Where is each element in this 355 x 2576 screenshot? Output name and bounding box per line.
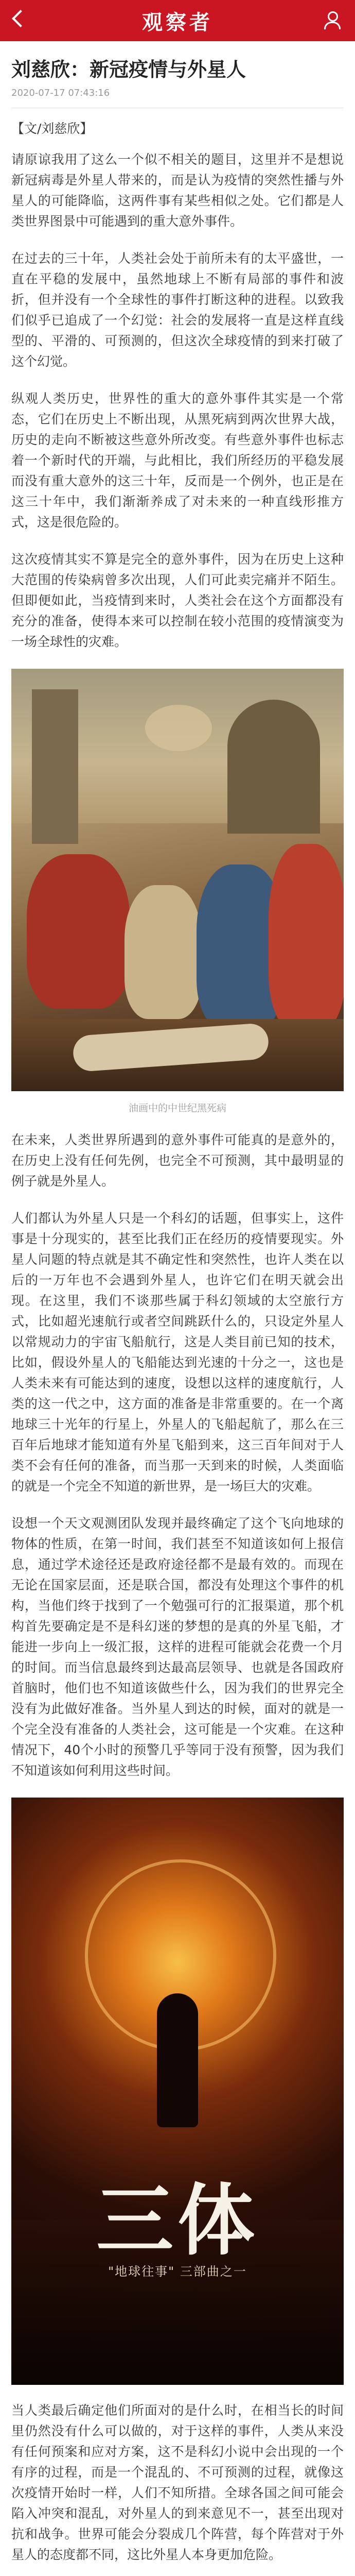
paragraph: 在过去的三十年，人类社会处于前所未有的太平盛世，一直在平稳的发展中，虽然地球上不断有局部的事件和波折，但并没有一个全球性的事件打断这种的进程。以致我们似乎已追成了一个幻觉：社会的发展将一直是这样直线型的、平滑的、可预测的，但这次全球疫情的到来打破了这个幻觉。: [11, 251, 344, 369]
top-bar: [0, 0, 355, 41]
figure-three-body-poster: [11, 1798, 344, 2385]
paragraph: 这次疫情其实不算是完全的意外事件，因为在历史上这种大范围的传染病曾多次出现，人们可此卖完痛并不陌生。但即便如此，当疫情到来时，人类社会在这个方面都没有充分的准备，使得本来可以控制在较小范围的疫情演变为一场全球性的灾难。: [11, 552, 344, 649]
poster-logo: 三体: [96, 2175, 259, 2266]
poster-tagline: "地球往事" 三部曲之一: [108, 2264, 247, 2279]
paragraph: 在未来，人类世界所遇到的意外事件可能真的是意外的，在历史上没有任何先例，也完全不可预测，其中最明显的例子就是外星人。: [11, 1132, 344, 1189]
black-death-painting-image[interactable]: [11, 669, 344, 1091]
article: [0, 57, 355, 2576]
figure-black-death: [11, 669, 344, 1114]
back-arrow-icon[interactable]: [12, 10, 29, 27]
paragraph: 人们都认为外星人只是一个科幻的话题，但事实上，这件事是十分现实的，甚至比我们正在经历的疫情要现实。外星人问题的特点就是其不确定性和突然性，也许人类在以后的一万年也不会遇到外星人，也许它们在明天就会出现。在这里，我们不谈那些属于科幻领域的太空旅行方式，比如超光速航行或者空间跳跃什么的，只设定外星人以常规动力的宇宙飞船航行，这是人类目前已知的技术，比如，假设外星人的飞船能达到光速的十分之一，这也是人类未来有可能达到的速度，设想以这样的速度航行，人类的这一代之中，这方面的准备是非常重要的。在一个离地球三十光年的行星上，外星人的飞船起航了，那么在三百年后地球才能知道有外星飞船到来，这三百年间对于人类不会有任何的准备，而当那一天到来的时候，人类面临的就是一个完全不知道的新世界，是一场巨大的灾难。: [11, 1211, 344, 1494]
paragraph: 请原谅我用了这么一个似不相关的题目，这里并不是想说新冠病毒是外星人带来的，而是认为疫情的突然性播与外星人的可能降临，这两件事有某些相似之处。它们都是人类世界图景中可能遇到的重大意外事件。: [11, 152, 344, 229]
user-icon[interactable]: [323, 11, 341, 30]
three-body-poster-image[interactable]: [11, 1798, 344, 2385]
article-title: 刘慈欣：新冠疫情与外星人: [11, 58, 246, 81]
article-byline: 【文/刘慈欣】: [11, 121, 93, 136]
paragraph: 设想一个天文观测团队发现并最终确定了这个飞向地球的物体的性质，在第一时间，我们甚至不知道该如何上报信息，通过学术途径还是政府途径都不是最有效的。而现在无论在国家层面，还是联合国，都没有处理这个事件的机构，当他们终于找到了一个勉强可行的汇报渠道，那个机构首先要确定是不是科幻迷的梦想的是真的外星飞船，才能进一步向上一级汇报，这样的进程可能就会花费一个月的时间。而当信息最终到达最高层领导、也就是各国政府首脑时，他们也不知道该做些什么，因为我们的世界完全没有为此做好准备。当外星人到达的时候，面对的就是一个完全没有准备的人类社会，这可能是一个灾难。在这种情况下，40个小时的预警几乎等同于没有预警，因为我们不知道该如何利用这些时间。: [11, 1516, 344, 1778]
paragraph: 纵观人类历史，世界性的重大的意外事件其实是一个常态，它们在历史上不断出现，从黑死病到两次世界大战，历史的走向不断被这些意外所改变。有些意外事件也标志着一个新时代的开端，与此相比，我们所经历的平稳发展而没有重大意外的这三十年，反而是一个例外，也正是在这三十年中，我们渐渐养成了对未来的一种直线形推方式，这是很危险的。: [11, 391, 344, 530]
site-title[interactable]: 观察者: [142, 10, 213, 35]
image-caption: 油画中的中世纪黑死病: [128, 1103, 226, 1114]
paragraph: 当人类最后确定他们所面对的是什么时，在相当长的时间里仍然没有什么可以做的，对于这样的事件，人类从来没有任何预案和应对方案，这不是科幻小说中会出现的一个有序的过程，而是一个混乱的、不可预测的过程，就像这次疫情开始时一样，人们不知所措。全球各国之间可能会陷入冲突和混乱，对外星人的到来意见不一，甚至出现对抗和战争。世界可能会分裂成几个阵营，每个阵营对于外星人的态度都不同，这比外星人本身更加危险。: [11, 2403, 344, 2562]
article-date: 2020-07-17 07:43:16: [11, 88, 110, 98]
